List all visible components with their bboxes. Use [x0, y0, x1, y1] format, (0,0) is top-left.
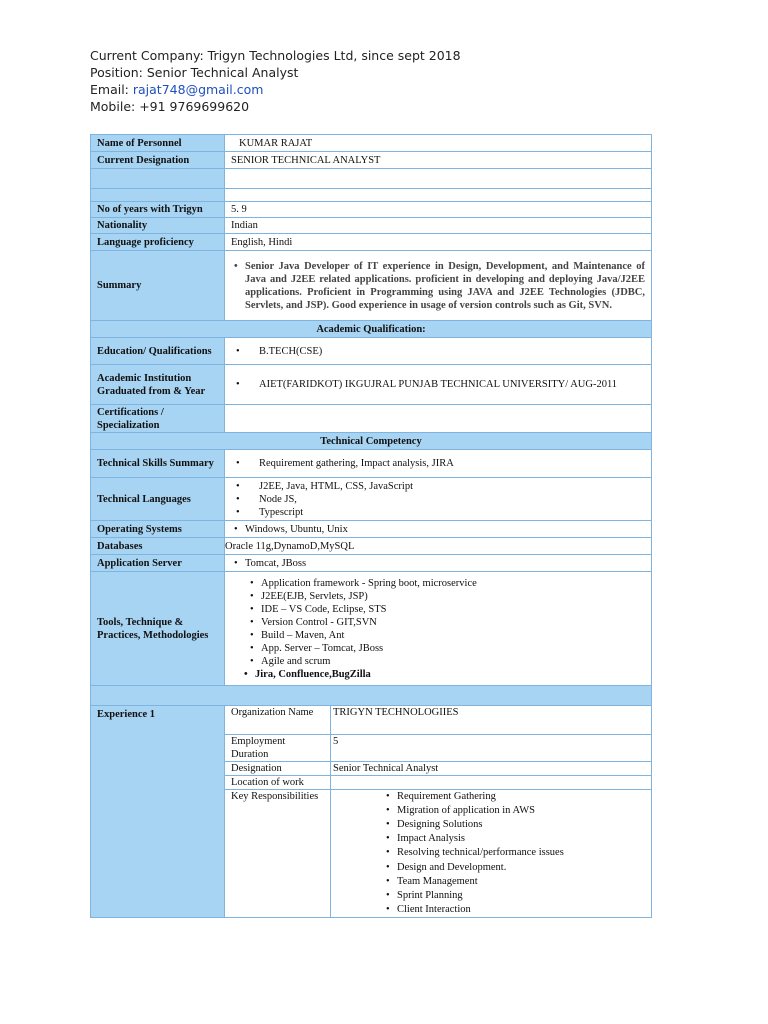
- list-item: • Application framework - Spring boot, microservice: [261, 577, 645, 590]
- list-item: • Client Interaction: [397, 903, 645, 917]
- blank-row: [91, 189, 225, 202]
- databases-value: Oracle 11g,DynamoD,MySQL: [225, 538, 652, 555]
- location-value: [331, 775, 652, 789]
- current-position: Position: Senior Technical Analyst: [90, 65, 299, 80]
- list-item: • Agile and scrum: [261, 655, 645, 668]
- appserver-value: • Tomcat, JBoss: [225, 555, 652, 572]
- list-item: • Resolving technical/performance issues: [397, 846, 645, 860]
- blank-row: [91, 169, 225, 189]
- duration-value: 5: [331, 734, 652, 761]
- list-item: • Node JS,: [245, 493, 645, 506]
- experience-label: Experience 1: [91, 706, 225, 918]
- skills-label: Technical Skills Summary: [91, 450, 225, 478]
- blank-row: [91, 686, 652, 706]
- summary-value: [225, 251, 652, 321]
- list-item: • App. Server – Tomcat, JBoss: [261, 642, 645, 655]
- education-value: • B.TECH(CSE): [225, 338, 652, 365]
- list-item: • Impact Analysis: [397, 832, 645, 846]
- location-label: Location of work: [225, 775, 331, 789]
- nationality-label: Nationality: [91, 218, 225, 234]
- skills-value: • Requirement gathering, Impact analysis, JIRA: [225, 450, 652, 478]
- institution-label: Academic Institution Graduated from & Year: [91, 365, 225, 405]
- designation-value: Senior Technical Analyst: [331, 761, 652, 775]
- designation-value: SENIOR TECHNICAL ANALYST: [225, 152, 652, 169]
- current-company: Current Company: Trigyn Technologies Ltd, since sept 2018: [90, 48, 461, 63]
- name-label: Name of Personnel: [91, 135, 225, 152]
- summary-label: Summary: [91, 251, 225, 321]
- languages-label: Technical Languages: [91, 478, 225, 521]
- list-item: • Jira, Confluence,BugZilla: [255, 668, 645, 681]
- experience-detail: [225, 706, 652, 918]
- name-value: KUMAR RAJAT: [225, 135, 652, 152]
- email-line: [90, 81, 461, 98]
- summary-text: • Senior Java Developer of IT experience in Design, Development, and Maintenance of Java and J2EE related applications. proficient in developing and deploying Java/J2EE applications. Proficient in Programming using JAVA and J2EE Technologies (JDBC, Servlets, and JSP). Good experience in usage of version controls such as Git, SVN.: [245, 260, 645, 312]
- list-item: • Designing Solutions: [397, 818, 645, 832]
- language-value: English, Hindi: [225, 234, 652, 251]
- list-item: • Design and Development.: [397, 861, 645, 875]
- appserver-label: Application Server: [91, 555, 225, 572]
- certifications-value: [225, 405, 652, 433]
- years-label: No of years with Trigyn: [91, 202, 225, 218]
- org-value: TRIGYN TECHNOLOGIIES: [331, 706, 652, 734]
- list-item: • Sprint Planning: [397, 889, 645, 903]
- experience-table: [225, 706, 651, 917]
- years-value: 5. 9: [225, 202, 652, 218]
- email-label: Email:: [90, 82, 133, 97]
- nationality-value: Indian: [225, 218, 652, 234]
- databases-label: Databases: [91, 538, 225, 555]
- list-item: • J2EE(EJB, Servlets, JSP): [261, 590, 645, 603]
- list-item: • Team Management: [397, 875, 645, 889]
- os-label: Operating Systems: [91, 521, 225, 538]
- designation-label: Current Designation: [91, 152, 225, 169]
- technical-heading: Technical Competency: [91, 433, 652, 450]
- contact-header: [90, 47, 461, 115]
- list-item: • Build – Maven, Ant: [261, 629, 645, 642]
- list-item: • Requirement Gathering: [397, 790, 645, 804]
- designation-label: Designation: [225, 761, 331, 775]
- responsibilities-value: [331, 789, 652, 917]
- mobile-line: Mobile: +91 9769699620: [90, 99, 250, 114]
- email-link[interactable]: rajat748@gmail.com: [132, 82, 264, 97]
- list-item: • Version Control - GIT,SVN: [261, 616, 645, 629]
- tools-value: [225, 572, 652, 686]
- org-label: Organization Name: [225, 706, 331, 734]
- list-item: • J2EE, Java, HTML, CSS, JavaScript: [245, 480, 645, 493]
- certifications-label: Certifications / Specialization: [91, 405, 225, 433]
- resume-table: [90, 134, 652, 918]
- duration-label: Employment Duration: [225, 734, 331, 761]
- tools-label: Tools, Technique & Practices, Methodologies: [91, 572, 225, 686]
- institution-value: • AIET(FARIDKOT) IKGUJRAL PUNJAB TECHNICAL UNIVERSITY/ AUG-2011: [225, 365, 652, 405]
- os-value: • Windows, Ubuntu, Unix: [225, 521, 652, 538]
- language-label: Language proficiency: [91, 234, 225, 251]
- education-label: Education/ Qualifications: [91, 338, 225, 365]
- languages-value: [225, 478, 652, 521]
- list-item: • Migration of application in AWS: [397, 804, 645, 818]
- responsibilities-label: Key Responsibilities: [225, 789, 331, 917]
- list-item: • Typescript: [245, 506, 645, 519]
- list-item: • IDE – VS Code, Eclipse, STS: [261, 603, 645, 616]
- academic-heading: Academic Qualification:: [91, 321, 652, 338]
